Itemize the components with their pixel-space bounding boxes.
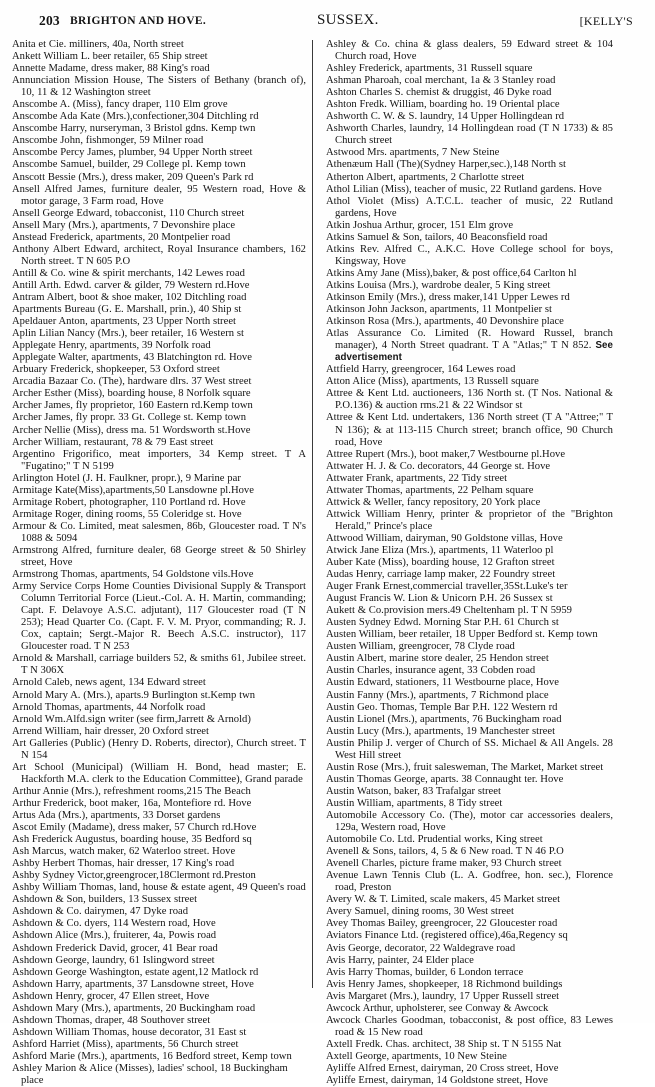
directory-entry: Aviators Finance Ltd. (registered office),46a,Regency sq	[326, 930, 568, 942]
directory-entry: Atwick Jane Eliza (Mrs.), apartments, 11 Waterloo pl	[326, 544, 554, 556]
directory-entry: Atkins Rev. Alfred C., A.K.C. Hove College school for boys, Kingsway, Hove	[326, 243, 613, 267]
directory-entry: Ansell George Edward, tobacconist, 110 Church street	[12, 207, 245, 219]
running-head	[12, 13, 643, 33]
directory-entry: Armitage Kate(Miss),apartments,50 Lansdowne pl.Hove	[12, 484, 254, 496]
directory-entry: Atkin Joshua Arthur, grocer, 151 Elm grove	[326, 219, 514, 231]
directory-entry: Ashby William Thomas, land, house & estate agent, 49 Queen's road	[12, 882, 306, 894]
directory-entry: Art School (Municipal) (William H. Bond, head master; E. Hackforth M.A. clerk to the Education Committee), Grand parade	[12, 761, 306, 785]
directory-entry: Audas Henry, carriage lamp maker, 22 Foundry street	[326, 569, 556, 581]
directory-entry: Ashdown Mary (Mrs.), apartments, 20 Buckingham road	[12, 1002, 256, 1014]
directory-entry: Ashdown Harry, apartments, 37 Lansdowne street, Hove	[12, 978, 254, 990]
directory-entry: Ashley & Co. china & glass dealers, 59 Edward street & 104 Church road, Hove	[326, 39, 613, 63]
directory-entry: Ashdown & Son, builders, 13 Sussex street	[12, 894, 198, 906]
column-right	[313, 39, 613, 1087]
directory-entry: Austen William, beer retailer, 18 Upper Bedford st. Kemp town	[326, 629, 598, 641]
directory-entry: Atkins Amy Jane (Miss),baker, & post office,64 Carlton hl	[326, 267, 577, 279]
directory-entry: Ashdown William Thomas, house decorator, 31 East st	[12, 1026, 247, 1038]
directory-entry: Atkins Louisa (Mrs.), wardrobe dealer, 5 King street	[326, 279, 551, 291]
directory-entry: Atkinson John Jackson, apartments, 11 Montpelier st	[326, 304, 553, 316]
directory-entry: Ashford Harriet (Miss), apartments, 56 Church street	[12, 1038, 239, 1050]
directory-entry: Anscott Bessie (Mrs.), dress maker, 209 Queen's Park rd	[12, 171, 254, 183]
directory-entry: Ankett William L. beer retailer, 65 Ship street	[12, 51, 208, 63]
directory-entry: Armitage Robert, photographer, 110 Portland rd. Hove	[12, 496, 246, 508]
directory-entry: Arrend William, hair dresser, 20 Oxford street	[12, 725, 209, 737]
directory-entry: Austin Charles, insurance agent, 33 Cobden road	[326, 665, 536, 677]
directory-entry: Arthur Annie (Mrs.), refreshment rooms,215 The Beach	[12, 785, 251, 797]
running-head-county: SUSSEX.	[317, 12, 379, 28]
directory-entry: Ashdown & Co. dyers, 114 Western road, Hove	[12, 918, 216, 930]
directory-entry: Ashby Herbert Thomas, hair dresser, 17 King's road	[12, 858, 235, 870]
directory-entry: Avis Harry Thomas, builder, 6 London terrace	[326, 966, 524, 978]
directory-entry: Aplin Lilian Nancy (Mrs.), beer retailer, 16 Western st	[12, 328, 244, 340]
directory-entry: Ashworth C. W. & S. laundry, 14 Upper Hollingdean rd	[326, 111, 565, 123]
directory-entry: Avis Harry, painter, 24 Elder place	[326, 954, 474, 966]
running-head-publisher: [KELLY'S	[579, 14, 633, 28]
directory-entry: Ash Marcus, watch maker, 62 Waterloo street. Hove	[12, 846, 236, 858]
directory-entry: Avis George, decorator, 22 Waldegrave road	[326, 942, 516, 954]
see-advertisement-note: See advertisement	[335, 340, 613, 364]
directory-entry: Avenell & Sons, tailors, 4, 5 & 6 New road. T N 46 P.O	[326, 846, 564, 858]
directory-entry: Austin Lucy (Mrs.), apartments, 19 Manchester street	[326, 725, 556, 737]
directory-entry: Austen William, greengrocer, 78 Clyde road	[326, 641, 515, 653]
directory-entry: Ashman Pharoah, coal merchant, 1a & 3 Stanley road	[326, 75, 556, 87]
directory-entry: Argentino Frigorifico, meat importers, 34 Kemp street. T A "Fugatino;" T N 5199	[12, 448, 306, 472]
directory-entry: Anscombe Samuel, builder, 29 College pl. Kemp town	[12, 159, 246, 171]
directory-entry: Anita et Cie. milliners, 40a, North street	[12, 39, 184, 50]
directory-entry: Arnold Caleb, news agent, 134 Edward street	[12, 677, 206, 689]
directory-entry: Austin Thomas George, aparts. 38 Connaught ter. Hove	[326, 773, 564, 785]
directory-entry: Awcock Charles Goodman, tobacconist, & post office, 83 Lewes road & 15 New road	[326, 1014, 613, 1038]
directory-entry: Archer Esther (Miss), boarding house, 8 Norfolk square	[12, 388, 251, 400]
directory-entry: Arnold Mary A. (Mrs.), aparts.9 Burlington st.Kemp twn	[12, 689, 256, 701]
directory-entry: Apeldauer Anton, apartments, 23 Upper North street	[12, 316, 237, 328]
directory-entry: Ashley Frederick, apartments, 31 Russell square	[326, 63, 533, 75]
directory-entry: Atton Alice (Miss), apartments, 13 Russell square	[326, 376, 539, 388]
directory-entry: Art Galleries (Public) (Henry D. Roberts, director), Church street. T N 154	[12, 737, 306, 761]
directory-entry: Anthony Albert Edward, architect, Royal Insurance chambers, 162 North street. T N 605 P.O	[12, 243, 306, 267]
directory-entry: Ashby Sydney Victor,greengrocer,18Clermont rd.Preston	[12, 870, 256, 882]
directory-entry: Austin Philip J. verger of Church of SS. Michael & All Angels. 28 West Hill street	[326, 737, 613, 761]
directory-entry: Armstrong Alfred, furniture dealer, 68 George street & 50 Shirley street, Hove	[12, 544, 306, 569]
directory-entry: Automobile Accessory Co. (The), motor car accessories dealers, 129a, Western road, Hove	[326, 810, 613, 834]
directory-entry: Ashdown Alice (Mrs.), fruiterer, 4a, Powis road	[12, 930, 217, 942]
directory-entry: Austin Fanny (Mrs.), apartments, 7 Richmond place	[326, 689, 549, 701]
directory-entry: Awcock Arthur, upholsterer, see Conway & Awcock	[326, 1002, 549, 1014]
directory-entry: Austin Edward, stationers, 11 Westbourne place, Hove	[326, 677, 559, 689]
directory-entry: Auber Kate (Miss), boarding house, 12 Grafton street	[326, 557, 555, 569]
directory-entry: Ashford Marie (Mrs.), apartments, 16 Bedford street, Kemp town	[12, 1050, 292, 1062]
directory-entry: Attree Rupert (Mrs.), boot maker,7 Westbourne pl.Hove	[326, 448, 566, 460]
directory-entry: Austin Albert, marine store dealer, 25 Hendon street	[326, 653, 549, 665]
directory-entry: Athenæum Hall (The)(Sydney Harper,sec.),148 North st	[326, 159, 567, 171]
directory-entry: Austin Watson, baker, 83 Trafalgar street	[326, 785, 501, 797]
directory-entry: Attwick William Henry, printer & proprietor of the "Brighton Herald," Prince's place	[326, 508, 613, 532]
directory-entry: Arcadia Bazaar Co. (The), hardware dlrs. 37 West street	[12, 376, 252, 388]
directory-entry: Applegate Walter, apartments, 43 Blatchington rd. Hove	[12, 352, 252, 364]
directory-entry: Axtell George, apartments, 10 New Steine	[326, 1050, 507, 1062]
directory-entry: Arthur Frederick, boot maker, 16a, Montefiore rd. Hove	[12, 797, 252, 809]
directory-entry: Avey Thomas Bailey, greengrocer, 22 Gloucester road	[326, 918, 558, 930]
directory-entry: Avis Henry James, shopkeeper, 18 Richmond buildings	[326, 978, 563, 990]
directory-entry: Ashton Charles S. chemist & druggist, 46 Dyke road	[326, 87, 552, 99]
directory-entry: Anscombe Percy James, plumber, 94 Upper North street	[12, 147, 253, 159]
directory-entry: Army Service Corps Home Counties Divisional Supply & Transport Column Territorial Force (Lieut.-Col. A. H. Martin, commanding; Capt. F. Delavoye A.S.C. adjutant), 117 Gloucester road (T N 253); Head Quarter Co. (Capt. F. V. M. Pryor, commanding; R. J. Cox, captain; Sergt.-Major R. Beech A.S.C. instructor), 117 Gloucester road. T N 253	[12, 581, 306, 653]
directory-entry: Anscombe Ada Kate (Mrs.),confectioner,304 Ditchling rd	[12, 111, 259, 123]
directory-entry: Austin Geo. Thomas, Temple Bar P.H. 122 Western rd	[326, 701, 558, 713]
directory-entry: Ansell Alfred James, furniture dealer, 95 Western road, Hove & motor garage, 3 Farm road, Hove	[12, 183, 306, 207]
directory-entry: Attree & Kent Ltd. auctioneers, 136 North st. (T Nos. National & P.O.136) & auction rms.21 & 22 Windsor st	[326, 388, 613, 412]
directory-entry: August Francis W. Lion & Unicorn P.H. 26 Sussex st	[326, 593, 553, 605]
directory-entry: Arnold & Marshall, carriage builders 52, & smiths 61, Jubilee street. T N 306X	[12, 653, 306, 677]
directory-entry: Ashdown & Co. dairymen, 47 Dyke road	[12, 906, 189, 918]
directory-entry: Archer James, fly propr. 33 Gt. College st. Kemp town	[12, 412, 247, 424]
directory-entry: Annunciation Mission House, The Sisters of Bethany (branch of), 10, 11 & 12 Washington street	[12, 75, 306, 99]
directory-entry: Atkinson Rosa (Mrs.), apartments, 40 Devonshire place	[326, 316, 564, 328]
directory-entry: Antill Arth. Edwd. carver & gilder, 79 Western rd.Hove	[12, 279, 250, 291]
directory-entry: Atkins Samuel & Son, tailors, 40 Beaconsfield road	[326, 231, 548, 243]
directory-entry: Austin William, apartments, 8 Tidy street	[326, 797, 503, 809]
directory-entry: Ascot Emily (Madame), dress maker, 57 Church rd.Hove	[12, 822, 257, 834]
directory-entry: Atherton Albert, apartments, 2 Charlotte street	[326, 171, 525, 183]
directory-entry: Ansell Mary (Mrs.), apartments, 7 Devonshire place	[12, 219, 236, 231]
directory-entry: Ayliffe Ernest, dairyman, 14 Goldstone street, Hove	[326, 1075, 548, 1087]
directory-entry: Ashdown George, laundry, 61 Islingword street	[12, 954, 215, 966]
directory-entry: Atlas Assurance Co. Limited (R. Howard Russel, branch manager), 4 North Street quadrant. T A "Atlas;" T N 852. See advertisement	[326, 328, 613, 364]
directory-entry: Anscombe John, fishmonger, 59 Milner road	[12, 135, 204, 147]
directory-entry: Armitage Roger, dining rooms, 55 Coleridge st. Hove	[12, 508, 242, 520]
directory-entry: Attree & Kent Ltd. undertakers, 136 North street (T A "Attree;" T N 136); & at 113-115 Church street; branch office, 90 Church road, Hove	[326, 412, 613, 448]
directory-entry: Ashdown Thomas, draper, 48 Southover street	[12, 1014, 211, 1026]
directory-entry: Aukett & Co.provision mers.49 Cheltenham pl. T N 5959	[326, 605, 572, 617]
directory-entry: Axtell Fredk. Chas. architect, 38 Ship st. T N 5155 Nat	[326, 1038, 562, 1050]
directory-entry: Archer Nellie (Miss), dress ma. 51 Wordsworth st.Hove	[12, 424, 251, 436]
directory-entry: Anscombe Harry, nurseryman, 3 Bristol gdns. Kemp twn	[12, 123, 256, 135]
directory-entry: Avery W. & T. Limited, scale makers, 45 Market street	[326, 894, 561, 906]
directory-entry: Austen Sydney Edwd. Morning Star P.H. 61 Church st	[326, 617, 559, 629]
directory-entry: Ash Frederick Augustus, boarding house, 35 Bedford sq	[12, 834, 252, 846]
directory-entry: Ayliffe Alfred Ernest, dairyman, 20 Cross street, Hove	[326, 1062, 559, 1074]
page-number: 203	[39, 13, 60, 28]
directory-entry: Atkinson Emily (Mrs.), dress maker,141 Upper Lewes rd	[326, 291, 570, 303]
directory-entry: Ashdown Frederick David, grocer, 41 Bear road	[12, 942, 218, 954]
directory-entry: Antill & Co. wine & spirit merchants, 142 Lewes road	[12, 267, 245, 279]
directory-entry: Arnold Thomas, apartments, 44 Norfolk road	[12, 701, 206, 713]
running-head-place: BRIGHTON AND HOVE.	[70, 15, 207, 27]
directory-entry: Ashdown Henry, grocer, 47 Ellen street, Hove	[12, 990, 210, 1002]
directory-entry: Austin Rose (Mrs.), fruit salesweman, The Market, Market street	[326, 761, 604, 773]
column-left	[12, 39, 312, 1087]
directory-entry: Arnold Wm.Alfd.sign writer (see firm,Jarrett & Arnold)	[12, 713, 251, 725]
directory-entry: Avenue Lawn Tennis Club (L. A. Godfree, hon. sec.), Florence road, Preston	[326, 870, 613, 894]
directory-entry: Avenell Charles, picture frame maker, 93 Church street	[326, 858, 562, 870]
directory-entry: Archer William, restaurant, 78 & 79 East street	[12, 436, 214, 448]
directory-entry: Attwater H. J. & Co. decorators, 44 George st. Hove	[326, 460, 551, 472]
directory-entry: Antram Albert, boot & shoe maker, 102 Ditchling road	[12, 291, 247, 303]
directory-entry: Automobile Co. Ltd. Prudential works, King street	[326, 834, 543, 846]
directory-entry: Ashley Marion & Alice (Misses), ladies' school, 18 Buckingham place	[12, 1062, 288, 1087]
directory-entry: Archer James, fly proprietor, 160 Eastern rd.Kemp town	[12, 400, 253, 412]
directory-entry: Armstrong Thomas, apartments, 54 Goldstone vils.Hove	[12, 569, 254, 581]
directory-entry: Attwater Frank, apartments, 22 Tidy street	[326, 472, 508, 484]
directory-entry: Attwater Thomas, apartments, 22 Pelham square	[326, 484, 534, 496]
directory-entry: Avis Margaret (Mrs.), laundry, 17 Upper Russell street	[326, 990, 560, 1002]
directory-entry: Ashton Fredk. William, boarding ho. 19 Oriental place	[326, 99, 560, 111]
directory-entry: Armour & Co. Limited, meat salesmen, 86b, Gloucester road. T N's 1088 & 5094	[12, 520, 306, 544]
directory-entry: Applegate Henry, apartments, 39 Norfolk road	[12, 340, 211, 352]
directory-entry: Ashworth Charles, laundry, 14 Hollingdean road (T N 1733) & 85 Church street	[326, 123, 613, 147]
directory-entry: Athol Violet (Miss) A.T.C.L. teacher of music, 22 Rutland gardens, Hove	[326, 195, 613, 219]
directory-entry: Astwood Mrs. apartments, 7 New Steine	[326, 147, 500, 159]
directory-entry: Avery Samuel, dining rooms, 30 West street	[326, 906, 514, 918]
directory-entry: Attfield Harry, greengrocer, 164 Lewes road	[326, 364, 516, 376]
directory-entry: Attwick & Weller, fancy repository, 20 York place	[326, 496, 541, 508]
directory-entry: Anscombe A. (Miss), fancy draper, 110 Elm grove	[12, 99, 228, 111]
directory-entry: Annette Madame, dress maker, 88 King's road	[12, 63, 210, 75]
directory-entry: Austin Lionel (Mrs.), apartments, 76 Buckingham road	[326, 713, 562, 725]
directory-entry: Apartments Bureau (G. E. Marshall, prin.), 40 Ship st	[12, 304, 242, 316]
directory-columns	[12, 39, 643, 1087]
directory-entry: Auger Frank Ernest,commercial traveller,35St.Luke's ter	[326, 581, 568, 593]
directory-entry: Arbuary Frederick, shopkeeper, 53 Oxford street	[12, 364, 220, 376]
directory-entry: Anstead Frederick, apartments, 20 Montpelier road	[12, 231, 231, 243]
directory-entry: Artus Ada (Mrs.), apartments, 33 Dorset gardens	[12, 810, 221, 821]
directory-entry: Attwood William, dairyman, 90 Goldstone villas, Hove	[326, 532, 563, 544]
directory-entry: Athol Lilian (Miss), teacher of music, 22 Rutland gardens. Hove	[326, 183, 602, 195]
directory-entry: Ashdown George Washington, estate agent,12 Matlock rd	[12, 966, 259, 978]
directory-entry: Arlington Hotel (J. H. Faulkner, propr.), 9 Marine par	[12, 472, 241, 484]
